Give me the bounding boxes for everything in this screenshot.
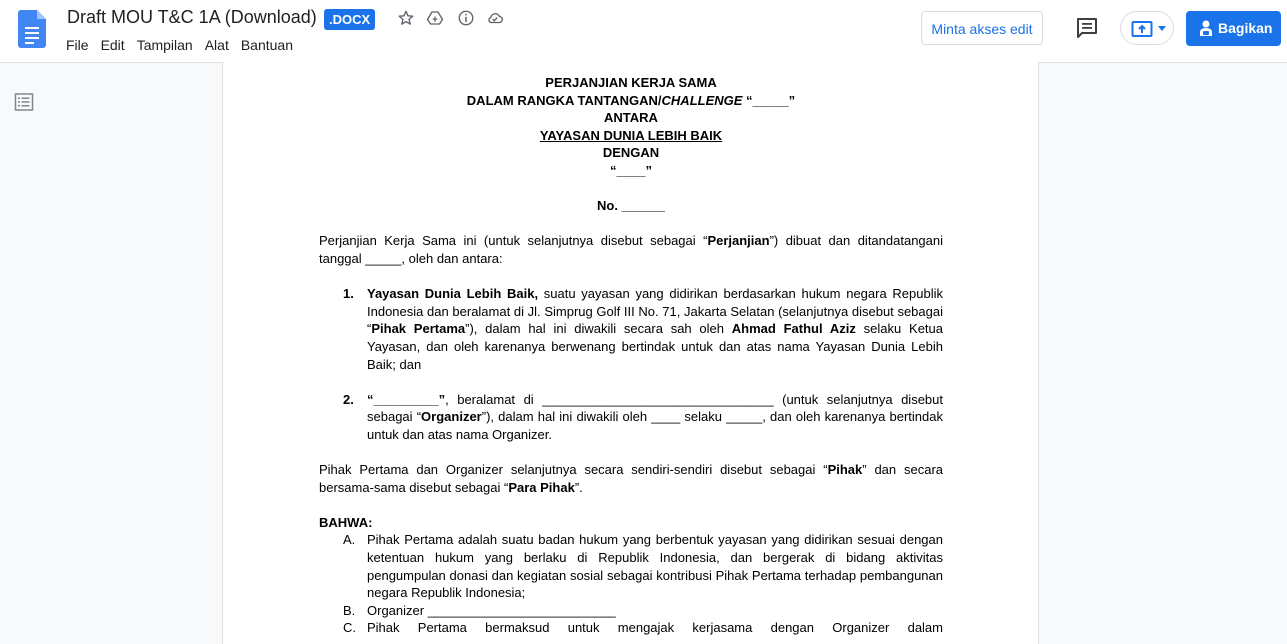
- heading-l2b: CHALLENGE: [661, 92, 743, 108]
- document-title[interactable]: Draft MOU T&C 1A (Download): [67, 7, 317, 27]
- doc-number: No. ______: [597, 198, 665, 214]
- whereas-heading: [319, 514, 943, 532]
- doc-heading-line5: DENGAN: [602, 145, 660, 161]
- person-lock-icon: [1199, 20, 1213, 37]
- intro-c: ”) dibuat dan ditandatangani tanggal _____, oleh dan antara:: [319, 233, 943, 266]
- p2-c: Organizer: [421, 409, 482, 425]
- menu-file[interactable]: File: [66, 37, 89, 53]
- docs-logo-icon[interactable]: [18, 10, 46, 48]
- spacer: [319, 443, 943, 461]
- menu-tampilan[interactable]: Tampilan: [136, 37, 193, 53]
- present-button[interactable]: [1120, 11, 1174, 45]
- p1-a: Yayasan Dunia Lebih Baik,: [367, 286, 539, 302]
- menu-edit[interactable]: Edit: [100, 37, 125, 53]
- spacer: [319, 373, 943, 391]
- drive-move-icon[interactable]: [426, 9, 444, 27]
- wc-text: Pihak Pertama bermaksud untuk mengajak kerjasama dengan Organizer dalam: [367, 620, 943, 636]
- party-item-1: [319, 285, 943, 373]
- doc-heading-line3: ANTARA: [604, 110, 658, 126]
- parties-a: Pihak Pertama dan Organizer selanjutnya secara sendiri-sendiri disebut sebagai “: [319, 462, 828, 478]
- cloud-status-icon[interactable]: [486, 9, 504, 27]
- document-outline-icon[interactable]: [14, 92, 34, 112]
- spacer: [319, 215, 943, 233]
- spacer: [319, 268, 943, 286]
- p2-b: , beralamat di ________________________________ (untuk selanjutnya disebut sebagai “: [367, 391, 943, 425]
- list-marker: C.: [343, 620, 356, 636]
- wa-text: Pihak Pertama adalah suatu badan hukum yang berbentuk yayasan yang didirikan sesuai dengan ketentuan hukum yang berlaku di Republik Indonesia, dan bergerak di bidang aktivitas pengumpulan donasi dan kegiatan sosial sebagai kontribusi Pihak Pertama terhadap pembangunan negara Republik Indonesia;: [367, 532, 943, 601]
- list-marker: A.: [343, 532, 356, 548]
- doc-heading-line4: [319, 127, 943, 145]
- intro-a: Perjanjian Kerja Sama ini (untuk selanjutnya disebut sebagai “: [319, 233, 708, 249]
- p1-c: Pihak Pertama: [371, 321, 466, 337]
- star-icon[interactable]: [397, 9, 415, 27]
- list-marker: B.: [343, 602, 356, 618]
- parties-d: Para Pihak: [508, 479, 575, 495]
- document-page[interactable]: [222, 62, 1039, 644]
- parties-c: ” dan secara bersama-sama disebut sebagai “: [319, 462, 944, 495]
- share-button[interactable]: [1186, 11, 1281, 46]
- intro-b: Perjanjian: [707, 233, 770, 249]
- parties-b: Pihak: [827, 462, 863, 478]
- parties-e: ”.: [574, 479, 583, 495]
- docx-badge: .DOCX: [324, 9, 375, 30]
- doc-heading-line1: PERJANJIAN KERJA SAMA: [545, 75, 717, 90]
- share-label: Bagikan: [1218, 20, 1273, 36]
- heading-foundation-name: YAYASAN DUNIA LEBIH BAIK: [539, 127, 723, 143]
- present-icon: [1131, 19, 1153, 39]
- menu-bantuan[interactable]: Bantuan: [240, 37, 294, 53]
- doc-heading-line2: [319, 92, 943, 110]
- party-item-2: [319, 391, 943, 444]
- p1-d: ”), dalam hal ini diwakili secara sah oleh: [465, 321, 732, 337]
- spacer: [319, 496, 943, 514]
- request-edit-button[interactable]: Minta akses edit: [921, 11, 1043, 45]
- header-bar: [0, 0, 1287, 63]
- doc-heading-line6: “____”: [610, 162, 652, 178]
- list-marker: 2.: [343, 391, 354, 407]
- list-marker: 1.: [343, 286, 354, 302]
- info-icon[interactable]: [457, 9, 475, 27]
- p1-f: selaku Ketua Yayasan, dan oleh karenanya berwenang bertindak untuk dan atas nama Yayasan Dunia Lebih Baik; dan: [367, 321, 944, 372]
- p1-e: Ahmad Fathul Aziz: [731, 321, 856, 337]
- comment-history-icon[interactable]: [1075, 16, 1099, 40]
- whereas-item-b: [319, 602, 943, 620]
- spacer: [319, 180, 943, 198]
- p1-b: suatu yayasan yang didirikan berdasarkan hukum negara Republik Indonesia dan beralamat di Jl. Simprug Golf III No. 71, Jakarta Selatan (selanjutnya disebut sebagai “: [367, 286, 943, 337]
- parties-paragraph: [319, 461, 943, 496]
- chevron-down-icon: [1158, 26, 1166, 32]
- p2-a: “_________”: [367, 391, 446, 407]
- menu-bar: [66, 37, 305, 55]
- whereas-item-c: [319, 619, 943, 637]
- menu-alat[interactable]: Alat: [204, 37, 229, 53]
- whereas-item-a: [319, 531, 943, 601]
- whereas-label: BAHWA:: [319, 514, 373, 530]
- document-body: [319, 74, 943, 637]
- heading-l2c: “_____”: [742, 92, 796, 108]
- intro-paragraph: [319, 232, 943, 267]
- wb-text: Organizer __________________________: [367, 602, 616, 618]
- heading-l2a: DALAM RANGKA TANTANGAN/: [466, 92, 662, 108]
- p2-d: ”), dalam hal ini diwakili oleh ____ selaku _____, dan oleh karenanya bertindak untuk dan atas nama Organizer.: [367, 409, 943, 442]
